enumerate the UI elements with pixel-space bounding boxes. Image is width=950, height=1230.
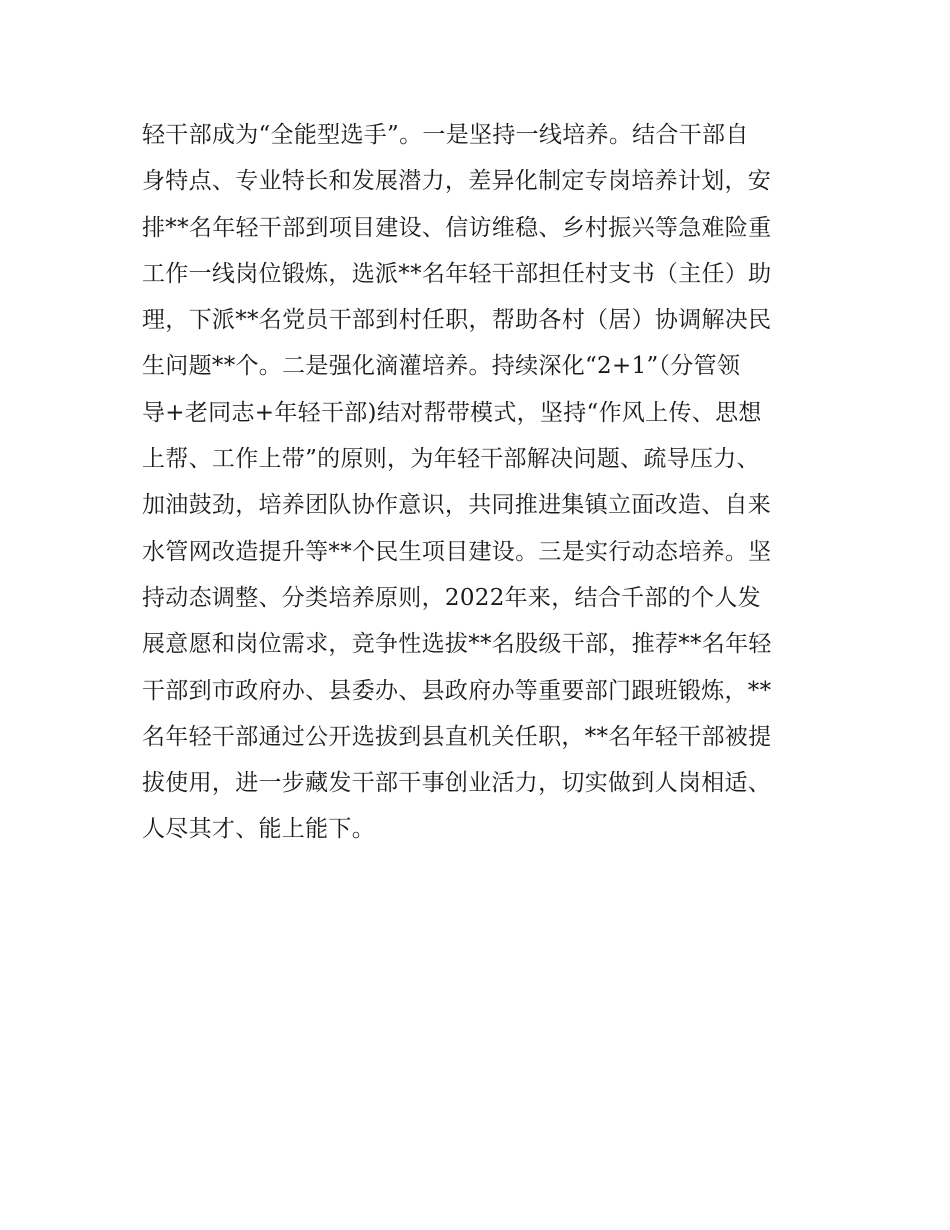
document-page: 轻干部成为“全能型选手”。一是坚持一线培养。结合干部自 身特点、专业特长和发展潜力，差异化制定专岗培养计划，安 排**名年轻干部到项目建设、信访维稳、乡村振兴等急难险重 工作一线岗位锻炼，选派**名年轻干部担任村支书（主任）助 理，下派**名党员干部到村任职，帮助各村（居）协调解决民 生问题**个。二是强化滴灌培养。持续深化“2+1”（分管领 导+老同志+年轻干部)结对帮带模式，坚持“作风上传、思想 上帮、工作上带”的原则，为年轻干部解决问题、疏导压力、 加油鼓劲，培养团队协作意识，共同推进集镇立面改造、自来 水管网改造提升等**个民生项目建设。三是实行动态培养。坚 持动态调整、分类培养原则，2022年来，结合千部的个人发 展意愿和岗位需求，竞争性选拔**名股级干部，推荐**名年轻 干部到市政府办、县委办、县政府办等重要部门跟班锻炼，** 名年轻干部通过公开选拔到县直机关任职，**名年轻干部被提 拔使用，进一步藏发干部干事创业活力，切实做到人岗相适、 人尽其才、能上能下。 <box>0 0 950 1230</box>
